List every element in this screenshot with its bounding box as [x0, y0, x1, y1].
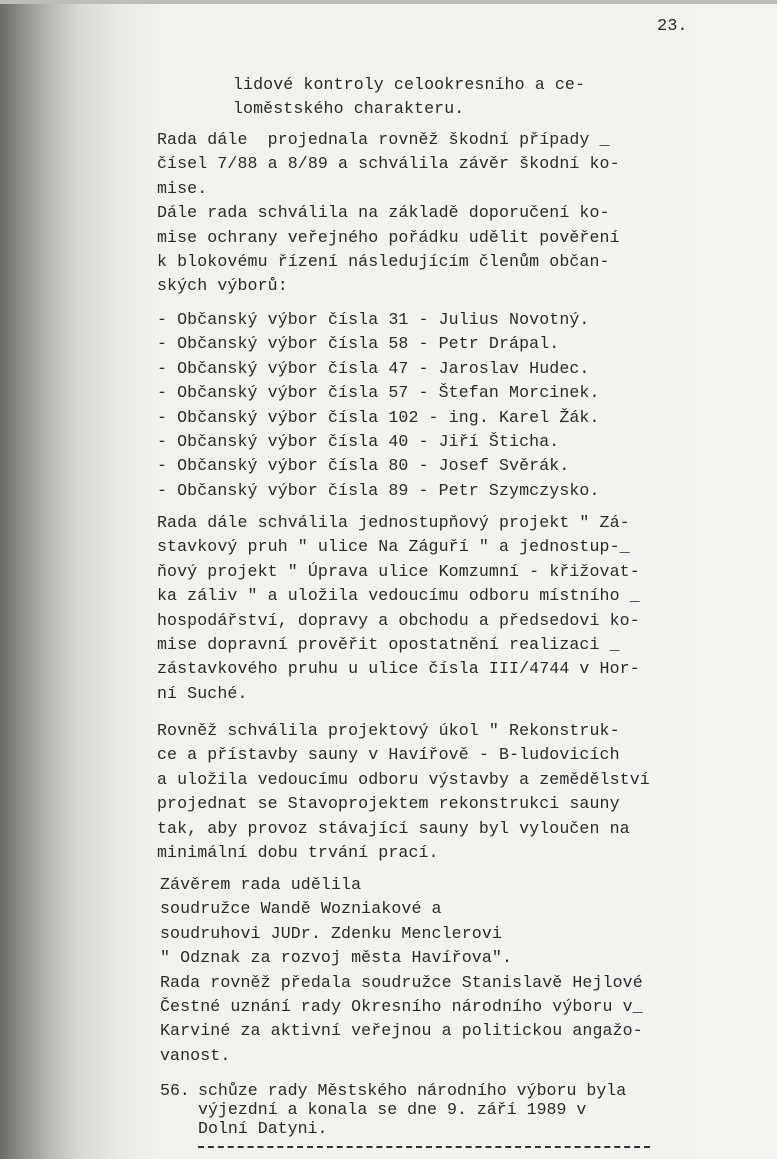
text-line: Závěrem rada udělila [160, 875, 362, 894]
scan-edge [0, 0, 777, 4]
text-line: soudruhovi JUDr. Zdenku Menclerovi [160, 923, 502, 943]
text-line: lidové kontroly celookresního a ce- [233, 75, 586, 94]
page-number: 23. [657, 17, 688, 36]
text-line: Rada rovněž předala soudružce Stanislavě Hejlové [160, 972, 643, 992]
list-item: - Občanský výbor čísla 58 - Petr Drápal. [157, 334, 560, 354]
text-line: ce a přístavby sauny v Havířově - B-ludovicích [157, 745, 620, 765]
text-line: vanost. [160, 1045, 231, 1065]
meeting-text [198, 1081, 658, 1138]
dashed-divider [198, 1146, 650, 1148]
sauna-paragraph [157, 719, 650, 865]
projects-paragraph [157, 511, 640, 706]
text-line: výjezdní a konala se dne 9. září 1989 v [198, 1100, 587, 1119]
text-line: schůze rady Městského národního výboru byla [198, 1081, 627, 1100]
list-item: - Občanský výbor čísla 40 - Jiří Šticha. [157, 431, 560, 451]
text-line: hospodářství, dopravy a obchodu a předsedovi ko- [157, 610, 640, 630]
text-line: Dolní Datyni. [198, 1119, 328, 1138]
text-line: Dále rada schválila na základě doporučení ko- [157, 203, 610, 223]
text-line: Karviné za aktivní veřejnou a politickou angažo- [160, 1021, 643, 1041]
list-item: - Občanský výbor čísla 47 - Jaroslav Hudec. [157, 358, 590, 378]
text-line: tak, aby provoz stávající sauny byl vyloučen na [157, 818, 630, 838]
text-line: Rovněž schválila projektový úkol " Rekonstruk- [157, 721, 620, 740]
text-line: ní Suché. [157, 683, 248, 703]
text-line: stavkový pruh " ulice Na Záguří " a jednostup-_ [157, 537, 630, 557]
text-line: k blokovému řízení následujícím členům občan- [157, 251, 610, 271]
text-line: a uložila vedoucímu odboru výstavby a zemědělství [157, 769, 650, 789]
intro-paragraph [233, 73, 585, 122]
list-item: - Občanský výbor čísla 57 - Štefan Morcinek. [157, 383, 600, 403]
list-item: - Občanský výbor čísla 31 - Julius Novotný. [157, 310, 590, 329]
text-line: mise dopravní prověřit opostatnění realizaci _ [157, 634, 620, 654]
text-line: ka záliv " a uložila vedoucímu odboru místního _ [157, 586, 640, 606]
list-item: - Občanský výbor čísla 80 - Josef Svěrák. [157, 456, 570, 476]
list-item: - Občanský výbor čísla 89 - Petr Szymczysko. [157, 480, 600, 500]
text-line: Rada dále schválila jednostupňový projekt " Zá- [157, 513, 630, 532]
text-line: Čestné uznání rady Okresního národního výboru v_ [160, 996, 643, 1016]
damages-paragraph [157, 128, 620, 299]
text-line: mise ochrany veřejného pořádku udělit pověření [157, 227, 620, 247]
text-line: Rada dále projednala rovněž škodní případy _ [157, 130, 610, 149]
text-line: čísel 7/88 a 8/89 a schválila závěr škodní ko- [157, 154, 620, 174]
text-line: minimální dobu trvání prací. [157, 842, 439, 862]
text-line: soudružce Wandě Wozniakové a [160, 899, 442, 919]
text-line: projednat se Stavoprojektem rekonstrukci sauny [157, 794, 620, 814]
text-line: zástavkového pruhu u ulice čísla III/4744 v Hor- [157, 659, 640, 679]
text-line: mise. [157, 178, 208, 198]
list-item: - Občanský výbor čísla 102 - ing. Karel Žák. [157, 407, 600, 427]
text-line: loměstského charakteru. [233, 99, 465, 119]
committee-list [157, 308, 600, 503]
text-line: ských výborů: [157, 276, 288, 296]
meeting-number: 56. [160, 1081, 190, 1100]
text-line: ňový projekt " Úprava ulice Komzumní - křižovat- [157, 561, 640, 581]
text-line: " Odznak za rozvoj města Havířova". [160, 948, 513, 968]
awards-paragraph [160, 873, 643, 1068]
